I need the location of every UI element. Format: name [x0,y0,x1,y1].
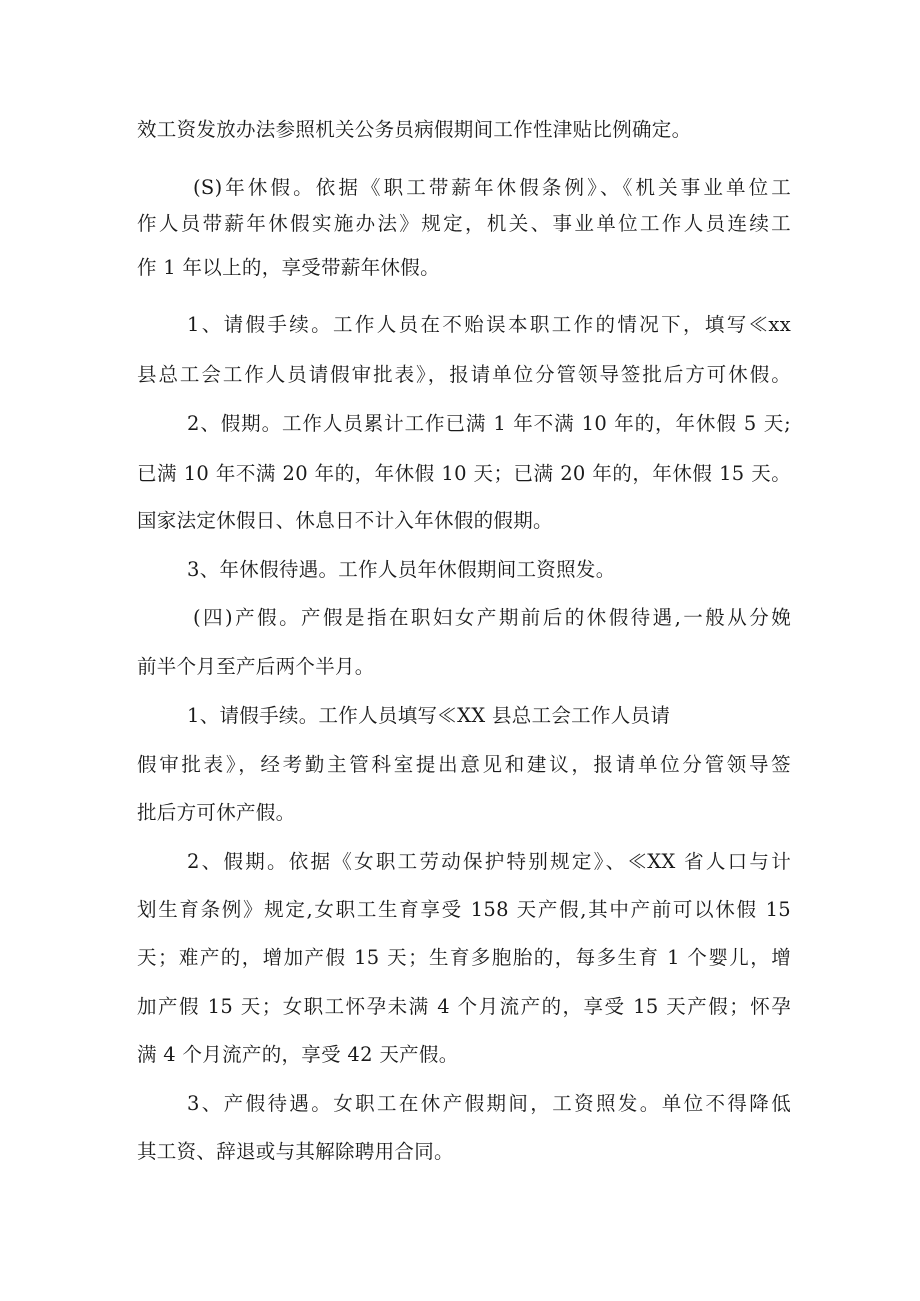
text-line-20: 满 4 个月流产的，享受 42 天产假。 [137,1043,459,1066]
text-line-1: 效工资发放办法参照机关公务员病假期间工作性津贴比例确定。 [137,118,692,141]
text-line-13: 1、请假手续。工作人员填写≪XX 县总工会工作人员请 [187,704,671,727]
text-line-17: 划生育条例》规定,女职工生育享受 158 天产假,其中产前可以休假 15 [137,898,791,921]
text-line-22: 其工资、辞退或与其解除聘用合同。 [137,1140,454,1163]
text-line-14: 假审批表》，经考勤主管科室提出意见和建议，报请单位分管领导签 [137,753,791,776]
text-line-12: 前半个月至产后两个半月。 [137,655,375,678]
text-line-15: 批后方可休产假。 [137,801,296,824]
text-line-7: 2、假期。工作人员累计工作已满 1 年不满 10 年的，年休假 5 天; [187,412,791,435]
text-line-2: (S)年休假。依据《职工带薪年休假条例》、《机关事业单位工 [193,176,791,199]
text-line-4: 作 1 年以上的，享受带薪年休假。 [137,256,440,279]
text-line-10: 3、年休假待遇。工作人员年休假期间工资照发。 [187,558,616,581]
text-line-9: 国家法定休假日、休息日不计入年休假的假期。 [137,509,553,532]
text-line-3: 作人员带薪年休假实施办法》规定，机关、事业单位工作人员连续工 [137,212,791,235]
text-line-8: 已满 10 年不满 20 年的，年休假 10 天；已满 20 年的，年休假 15 天。 [137,462,791,485]
text-line-6: 县总工会工作人员请假审批表》，报请单位分管领导签批后方可休假。 [137,363,791,386]
text-line-21: 3、产假待遇。女职工在休产假期间，工资照发。单位不得降低 [187,1092,791,1115]
text-line-11: (四)产假。产假是指在职妇女产期前后的休假待遇,一般从分娩 [193,606,791,629]
text-line-18: 天；难产的，增加产假 15 天；生育多胞胎的，每多生育 1 个婴儿，增 [137,946,791,969]
text-line-19: 加产假 15 天；女职工怀孕未满 4 个月流产的，享受 15 天产假；怀孕 [137,995,791,1018]
text-line-5: 1、请假手续。工作人员在不贻误本职工作的情况下，填写≪xx [187,313,791,336]
text-line-16: 2、假期。依据《女职工劳动保护特别规定》、≪XX 省人口与计 [187,850,791,873]
